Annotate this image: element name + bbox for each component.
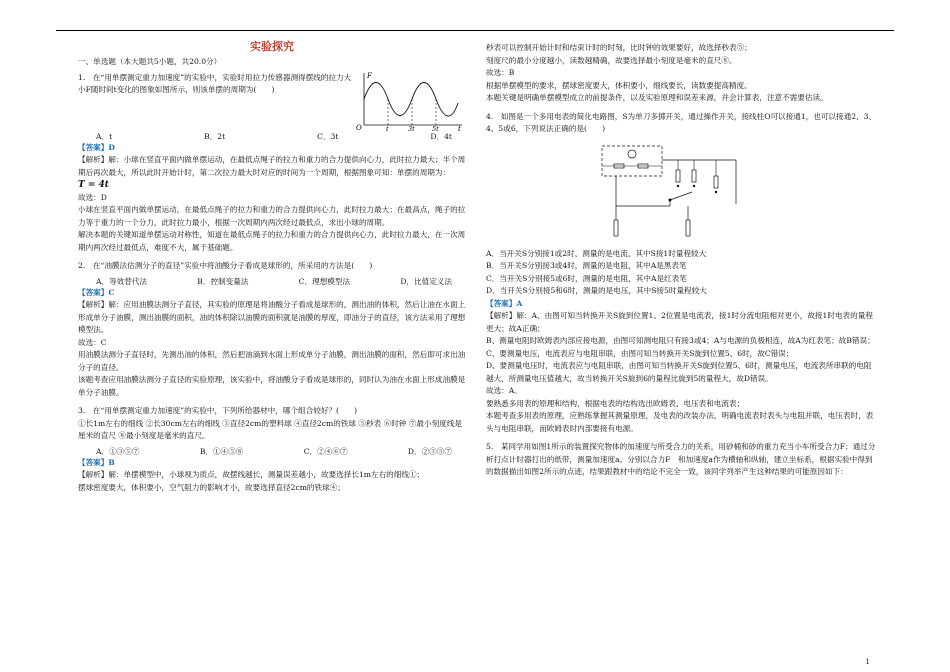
q3-options	[78, 446, 466, 457]
q1-answer: 【答案】D	[78, 142, 115, 152]
q1-graph-tick-3: 5t	[432, 124, 439, 131]
q1-option-a: A．t	[96, 131, 113, 141]
q2-analysis-choice: 故选：C	[78, 337, 107, 347]
q3-option-c: C．②④⑥⑦	[303, 446, 348, 456]
q3-continued-3: 根据单摆模型的要求，摆球密度要大，体积要小，细线要长，读数要提高精度。	[486, 80, 752, 90]
q3-continued-1: 秒表可以控制开始计时和结束计时的时刻，比时钟的效果要好，故选择秒表⑤；	[486, 43, 752, 52]
q4-analysis-5: 要熟悉多用表的原理和结构，根据电表的结构选出欧姆表、电压表和电流表；	[486, 398, 745, 408]
q4-analysis-3: C、要测量电压，电流表应与电阻串联，由图可知当转换开关S旋到位置5、6时，故C错误；	[486, 348, 794, 358]
q3-analysis-2: 摆球密度要大，体积要小，空气阻力的影响才小，故要选择直径2cm的铁球④；	[78, 482, 345, 492]
q1-graph-tick-1: t	[386, 124, 389, 131]
q5-stem: 5. 某同学用如图1所示的装置探究物体的加速度与所受合力的关系，用砂桶和砂的重力充当小车所受合力F；通过分析打点计时器打出的纸带，测量加速度a。分别以合力F 和加速度a作为横轴和纵轴，建立坐标系，根据实验中得到的数据描出如图2所示的点迹，结果跟教材中的结论不完全一致，该同学列举产生这种结果的可能原因如下：	[486, 442, 876, 476]
q2-option-c: C．理想模型法	[298, 276, 351, 286]
q3-answer: 【答案】B	[78, 457, 115, 467]
q3-option-a: A．①③⑤⑦	[96, 446, 140, 456]
q2-analysis-2: 用油膜法测分子直径时，先测出油的体积，然后把油滴到水面上形成单分子油膜，测出油膜的面积，然后即可求出油分子的直径。	[78, 350, 466, 372]
q1-analysis-choice: 故选：D	[78, 192, 107, 202]
q4-option-c: C．当开关S分别接5或6时，测量的是电阻，其中A是红表笔	[486, 273, 687, 283]
q2-options	[78, 276, 466, 287]
question-1	[78, 69, 466, 131]
q1-option-d: D．4t	[430, 131, 452, 141]
q1-graph-y-label: F	[367, 71, 372, 80]
q3-option-d: D．②③⑤⑦	[407, 446, 452, 456]
q1-analysis-3: 解决本题的关键知道单摆运动对称性，知道在最低点绳子的拉力和重力的合力提供向心力，此时拉力最大，在一次周期内两次经过最低点，难度不大，属于基础题。	[78, 230, 466, 252]
q4-analysis-2: B、测量电阻时欧姆表内部应接电源，由图可知测电阻只有接3或4；A与电源的负极相连，故A为红表笔；故B错误；	[486, 336, 875, 345]
q1-graph-tick-2: 3t	[408, 124, 415, 131]
q2-analysis-3: 该题考查应用油膜法测分子直径的实验原理，该实验中，将油酸分子看成是球形的，同时认为油在水面上形成油膜是单分子油膜。	[78, 375, 466, 397]
q4-analysis-4: D、要测量电压时，电流表应与电阻串联，由图可知当转换开关S旋到位置5、6时，测量电压，电流表所串联的电阻越大，所测量电压值越大，故当转换开关S旋到6的量程比旋到5的量程大，故D错误。	[486, 361, 872, 383]
q3-continued-2: 刻度尺的最小分度越小，读数越精确，故要选择最小刻度是毫米的直尺⑧。	[486, 55, 737, 65]
q2-answer: 【答案】C	[78, 287, 115, 297]
q1-option-c: C．3t	[317, 131, 339, 141]
q4-analysis-1: 【解析】解：A、由图可知当转换开关S旋到位置1、2位置是电流表，接1时分流电阻相对更小，故接1时电表的量程更大；故A正确；	[486, 311, 873, 333]
q1-analysis-2: 小球在竖直平面内做单摆运动，在最低点绳子的拉力和重力的合力提供向心力，此时拉力最大；在最高点，绳子的拉力等于重力的一个分力，此时拉力最小，根据一次周期内两次经过最低点，求出小球的周期。	[78, 205, 466, 227]
q4-answer: 【答案】A	[486, 298, 523, 308]
page-number: 1	[865, 658, 870, 666]
q2-option-b: B．控制变量法	[197, 276, 249, 286]
page-title: 实验探究	[250, 40, 294, 53]
q3-stem: 3. 在“用单摆测定重力加速度”的实验中，下列所给器材中，哪个组合较好？( )	[78, 406, 358, 415]
q3-analysis-1: 【解析】解：单摆模型中，小球视为质点，故摆线越长，测量误差越小，故要选择长1m左右的细线①；	[78, 470, 425, 479]
left-column	[78, 34, 466, 494]
header-rule	[56, 30, 894, 31]
q1-period-equation: T = 4t	[78, 180, 109, 190]
q4-option-a: A．当开关S分别接1或2时，测量的是电流，其中S接1时量程较大	[486, 248, 707, 258]
q1-graph-origin: O	[356, 123, 362, 131]
q2-analysis-1: 【解析】解：应用油膜法测分子直径，其实验的原理是将油酸分子看成是球形的，测出油的体积，然后让油在水面上形成单分子油膜，测出油膜的面积，油的体积除以油膜的面积就是油膜的厚度，即油分子的直径，该方法采用了理想模型法。	[78, 300, 466, 334]
q2-option-d: D．比值定义法	[400, 276, 452, 286]
q1-options	[78, 131, 466, 142]
q3-option-b: B．①④⑤⑧	[199, 446, 244, 456]
q2-option-a: A．等效替代法	[96, 276, 148, 286]
q2-stem: 2. 在“油膜法估测分子的直径”实验中将油酸分子看成是球形的，所采用的方法是( )	[78, 261, 373, 270]
q1-graph-x-label: t	[458, 124, 461, 131]
q3-continued-choice: 故选：B	[486, 68, 515, 77]
q1-force-time-graph	[354, 69, 466, 131]
q4-analysis-choice: 故选：A。	[486, 386, 522, 395]
q4-stem: 4. 如图是一个多用电表的简化电路图，S为单刀多掷开关，通过操作开关，接线柱O可以接通1，也可以接通2、3、4、5或6，下列说法正确的是( )	[486, 111, 877, 133]
q4-option-b: B．当开关S分别接3或4时，测量的是电阻，其中A是黑表笔	[486, 261, 687, 270]
section-heading: 一、单选题（本大题共5小题，共20.0分）	[78, 57, 222, 66]
q4-multimeter-circuit	[596, 140, 746, 244]
right-column	[486, 34, 878, 479]
q1-analysis-1: 【解析】解：小球在竖直平面内做单摆运动，在最低点绳子的拉力和重力的合力提供向心力，此时拉力最大；半个周期后再次最大，所以此时开始计时，第二次拉力最大时对应的时间为一个周期，根据图象可知：单摆的周期为：	[78, 155, 466, 177]
q3-continued-4: 本题关键是明确单摆模型成立的前提条件，以及实验原理和误差来源，并会计算表，注意不需要估读。	[486, 93, 828, 102]
q4-option-d: D．当开关S分别接5和6时，测量的是电压，其中S接5时量程较大	[486, 286, 707, 295]
q1-stem: 1. 在“用单摆测定重力加速度”的实验中，实验时用拉力传感器测得摆线的拉力大小F随时间t变化的图象如图所示，则该单摆的周期为( )	[78, 72, 352, 94]
q3-items: ①长1m左右的细线 ②长30cm左右的细线 ③直径2cm的塑料球 ④直径2cm的铁球 ⑤秒表 ⑥时钟 ⑦最小刻度线是厘米的直尺 ⑧最小刻度是毫米的直尺。	[78, 418, 462, 440]
q4-analysis-6: 本题考查多用表的原理，应熟练掌握其测量原理，及电表的改装办法，明确电流表时表头与电阻并联，电压表时，表头与电阻串联，而欧姆表时内部要接有电源。	[486, 411, 874, 433]
q1-option-b: B．2t	[204, 131, 226, 141]
